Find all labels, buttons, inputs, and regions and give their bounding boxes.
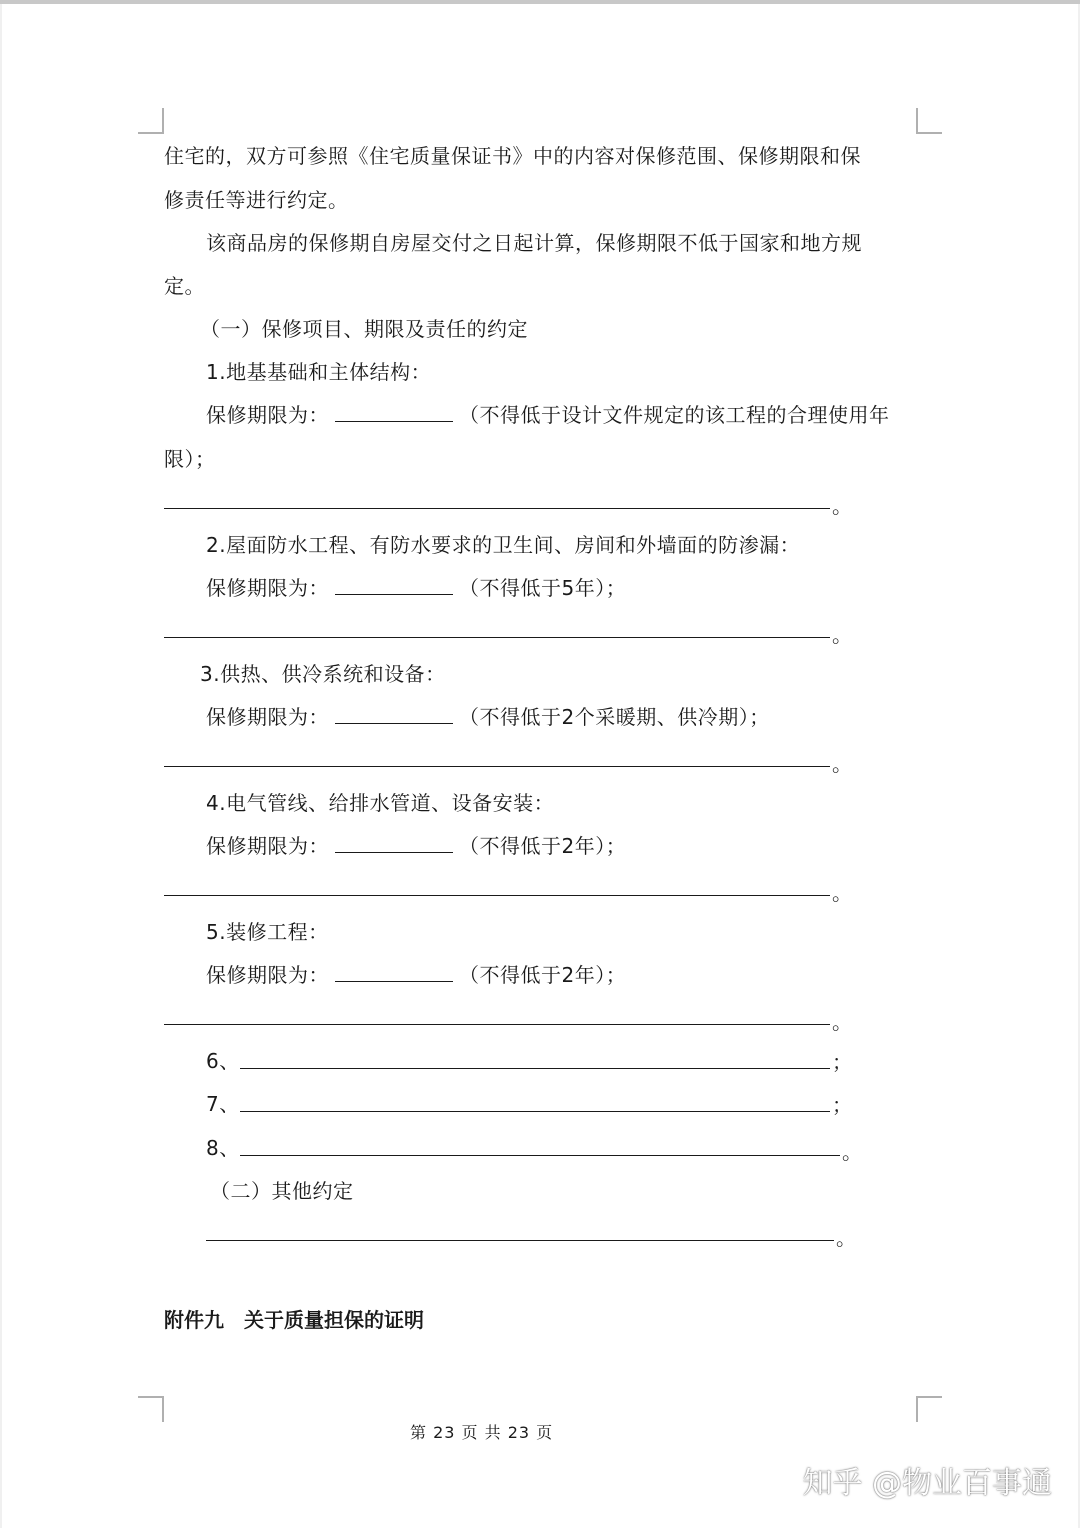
item-3-responsibility-blank	[164, 766, 830, 767]
item-7-end-mark: ；	[832, 1093, 852, 1117]
item-3-period-line	[206, 703, 770, 731]
item-2-title: 2.屋面防水工程、有防水要求的卫生间、房间和外墙面的防渗漏：	[206, 533, 801, 557]
item-1-title: 1.地基基础和主体结构：	[206, 360, 432, 384]
item-5-period-label: 保修期限为：	[206, 963, 329, 987]
item-1-responsibility-blank	[164, 508, 830, 509]
section-1-title: （一）保修项目、期限及责任的约定	[200, 317, 528, 341]
crop-mark-top-left	[138, 108, 164, 134]
item-5-title: 5.装修工程：	[206, 920, 329, 944]
item-7-blank	[240, 1111, 830, 1112]
item-8-number: 8、	[206, 1136, 240, 1160]
item-4-responsibility-blank	[164, 895, 830, 896]
item-8-end-mark: 。	[842, 1140, 862, 1164]
item-6-end-mark: ；	[832, 1050, 852, 1074]
paragraph-2-line-1: 该商品房的保修期自房屋交付之日起计算，保修期限不低于国家和地方规	[206, 231, 862, 255]
crop-mark-bottom-right	[916, 1396, 942, 1422]
paragraph-1-line-1: 住宅的，双方可参照《住宅质量保证书》中的内容对保修范围、保修期限和保	[164, 144, 861, 168]
item-2-note: （不得低于5年）；	[459, 576, 627, 600]
item-5-period-line	[206, 961, 626, 989]
item-3-note: （不得低于2个采暖期、供冷期）；	[459, 705, 770, 729]
item-2-period-label: 保修期限为：	[206, 576, 329, 600]
item-3-end-mark: 。	[832, 752, 852, 776]
section-2-end-mark: 。	[836, 1226, 856, 1250]
section-2-title: （二）其他约定	[210, 1179, 354, 1203]
item-5-note: （不得低于2年）；	[459, 963, 627, 987]
item-1-period-label: 保修期限为：	[206, 403, 329, 427]
item-2-period-blank	[335, 574, 453, 595]
item-5-period-blank	[335, 961, 453, 982]
appendix-heading: 附件九 关于质量担保的证明	[164, 1308, 424, 1332]
item-5-end-mark: 。	[832, 1010, 852, 1034]
item-4-period-label: 保修期限为：	[206, 834, 329, 858]
item-3-period-label: 保修期限为：	[206, 705, 329, 729]
item-2-end-mark: 。	[832, 623, 852, 647]
item-1-end-mark: 。	[832, 494, 852, 518]
item-2-period-line	[206, 574, 626, 602]
item-7-number: 7、	[206, 1092, 240, 1116]
item-8-blank	[240, 1155, 840, 1156]
paragraph-1-line-2: 修责任等进行约定。	[164, 188, 349, 212]
item-4-period-line	[206, 832, 626, 860]
item-4-note: （不得低于2年）；	[459, 834, 627, 858]
section-2-blank	[206, 1240, 834, 1241]
item-1-period-line	[206, 401, 890, 429]
crop-mark-top-right	[916, 108, 942, 134]
item-6-blank	[240, 1068, 830, 1069]
item-4-period-blank	[335, 832, 453, 853]
item-4-end-mark: 。	[832, 881, 852, 905]
crop-mark-bottom-left	[138, 1396, 164, 1422]
item-3-period-blank	[335, 703, 453, 724]
zhihu-watermark: 知乎 @物业百事通	[802, 1466, 1052, 1501]
item-2-responsibility-blank	[164, 637, 830, 638]
item-4-title: 4.电气管线、给排水管道、设备安装：	[206, 791, 555, 815]
item-5-responsibility-blank	[164, 1024, 830, 1025]
item-1-note: （不得低于设计文件规定的该工程的合理使用年	[459, 403, 890, 427]
item-6-number: 6、	[206, 1049, 240, 1073]
item-1-note-cont: 限）；	[164, 447, 216, 471]
item-1-period-blank	[335, 401, 453, 422]
item-3-title: 3.供热、供冷系统和设备：	[200, 662, 446, 686]
paragraph-2-line-2: 定。	[164, 274, 205, 298]
page-number-footer: 第 23 页 共 23 页	[410, 1423, 554, 1442]
